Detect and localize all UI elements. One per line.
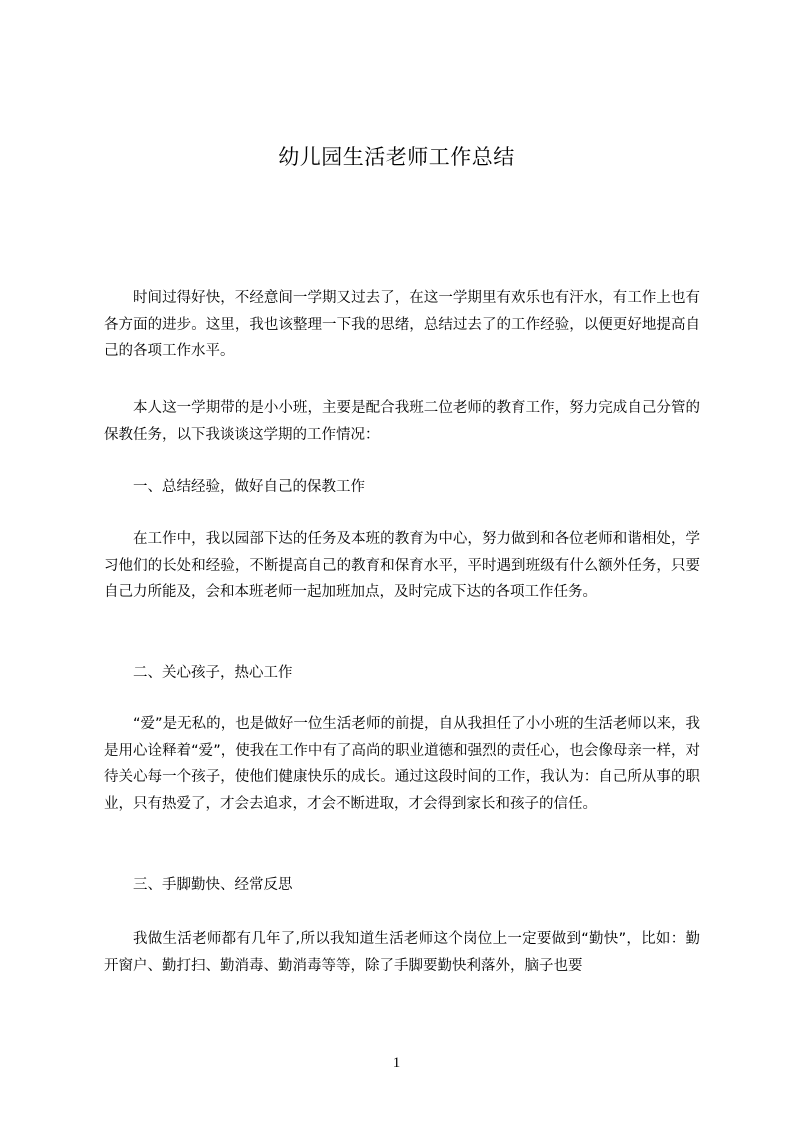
- paragraph-intro: 时间过得好快，不经意间一学期又过去了，在这一学期里有欢乐也有汗水，有工作上也有各方面的进步。这里，我也该整理一下我的思绪，总结过去了的工作经验，以便更好地提高自己的各项工作水平。: [104, 290, 700, 359]
- paragraph-section-1: 在工作中，我以园部下达的任务及本班的教育为中心，努力做到和各位老师和谐相处，学习他们的长处和经验，不断提高自己的教育和保育水平，平时遇到班级有什么额外任务，只要自己力所能及，会和本班老师一起加班加点，及时完成下达的各项工作任务。: [104, 531, 700, 600]
- section-heading-3: 三、手脚勤快、经常反思: [133, 877, 293, 893]
- section-heading-1: 一、总结经验，做好自己的保教工作: [133, 479, 365, 495]
- paragraph-section-3: 我做生活老师都有几年了,所以我知道生活老师这个岗位上一定要做到“勤快”，比如：勤开窗户、勤打扫、勤消毒、勤消毒等等，除了手脚要勤快利落外，脑子也要: [104, 931, 700, 974]
- page-number: 1: [392, 1055, 401, 1071]
- paragraph-section-2: “爱”是无私的，也是做好一位生活老师的前提，自从我担任了小小班的生活老师以来，我是用心诠释着“爱”，使我在工作中有了高尚的职业道德和强烈的责任心，也会像母亲一样，对待关心每一个孩子，使他们健康快乐的成长。通过这段时间的工作，我认为：自己所从事的职业，只有热爱了，才会去追求，才会不断进取，才会得到家长和孩子的信任。: [104, 716, 700, 812]
- paragraph-class-info: 本人这一学期带的是小小班，主要是配合我班二位老师的教育工作，努力完成自己分管的保教任务，以下我谈谈这学期的工作情况：: [104, 400, 700, 443]
- document-title: 幼儿园生活老师工作总结: [278, 145, 515, 169]
- section-heading-2: 二、关心孩子，热心工作: [133, 665, 293, 681]
